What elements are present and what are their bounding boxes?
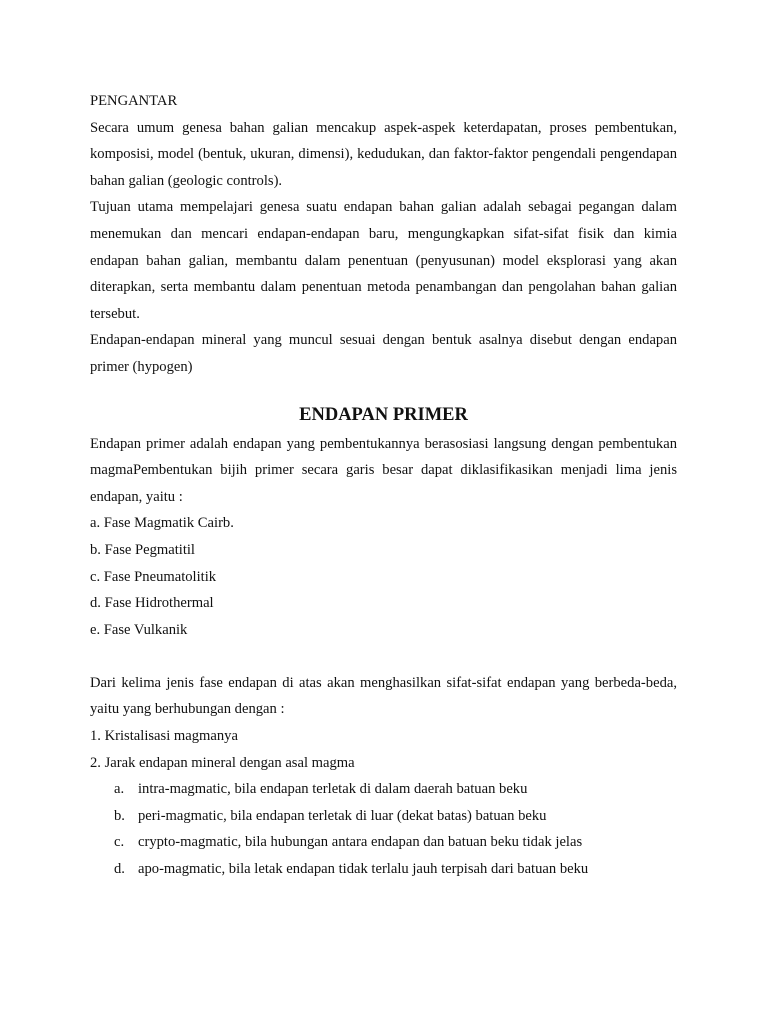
intro-title: PENGANTAR [90,93,178,109]
phase-list [90,510,677,643]
list-marker: b. [114,807,125,824]
list-item-text: peri-magmatic, bila endapan terletak di luar (dekat batas) batuan beku [138,807,547,824]
phase-item: a. Fase Magmatik Cairb. [90,515,234,532]
distance-type-item [90,856,677,883]
intro-paragraph-2: Tujuan utama mempelajari genesa suatu endapan bahan galian adalah sebagai pegangan dalam menemukan dan mencari endapan-endapan baru, mengungkapkan sifat-sifat fisik dan kimia endapan bahan galian, membantu dalam penentuan (penyusunan) model eksplorasi yang akan diterapkan, serta membantu dalam penentuan metoda penambangan dan pengolahan bahan galian tersebut. [90,199,677,322]
phase-item: e. Fase Vulkanik [90,621,188,638]
property-item: 2. Jarak endapan mineral dengan asal magma [90,754,355,771]
list-item-text: crypto-magmatic, bila hubungan antara endapan dan batuan beku tidak jelas [138,834,583,851]
distance-type-item [90,776,677,803]
phase-item: b. Fase Pegmatitil [90,541,195,558]
list-marker: d. [114,861,125,878]
primer-paragraph: Endapan primer adalah endapan yang pembentukannya berasosiasi langsung dengan pembentukan magmaPembentukan bijih primer secara garis besar dapat diklasifikasikan menjadi lima jenis endapan, yaitu : [90,435,677,505]
section-heading: ENDAPAN PRIMER [299,404,468,425]
blank-line [90,643,677,670]
list-item-text: intra-magmatic, bila endapan terletak di dalam daerah batuan beku [138,781,528,798]
property-item: 1. Kristalisasi magmanya [90,728,238,745]
list-marker: a. [114,781,125,798]
intro-paragraph-3: Endapan-endapan mineral yang muncul sesuai dengan bentuk asalnya disebut dengan endapan primer (hypogen) [90,332,677,375]
distance-type-item [90,829,677,856]
list-item-text: apo-magmatic, bila letak endapan tidak terlalu jauh terpisah dari batuan beku [138,861,589,878]
intro-paragraph-1: Secara umum genesa bahan galian mencakup aspek-aspek keterdapatan, proses pembentukan, komposisi, model (bentuk, ukuran, dimensi), kedudukan, dan faktor-faktor pengendali pengendapan bahan galian (geologic controls). [90,119,677,189]
list-marker: c. [114,834,125,851]
distance-type-item [90,803,677,830]
phase-item: d. Fase Hidrothermal [90,595,214,612]
document-page [90,88,677,883]
distance-type-list [90,776,677,882]
phase-item: c. Fase Pneumatolitik [90,568,217,585]
properties-intro: Dari kelima jenis fase endapan di atas akan menghasilkan sifat-sifat endapan yang berbeda-beda, yaitu yang berhubungan dengan : [90,674,677,718]
